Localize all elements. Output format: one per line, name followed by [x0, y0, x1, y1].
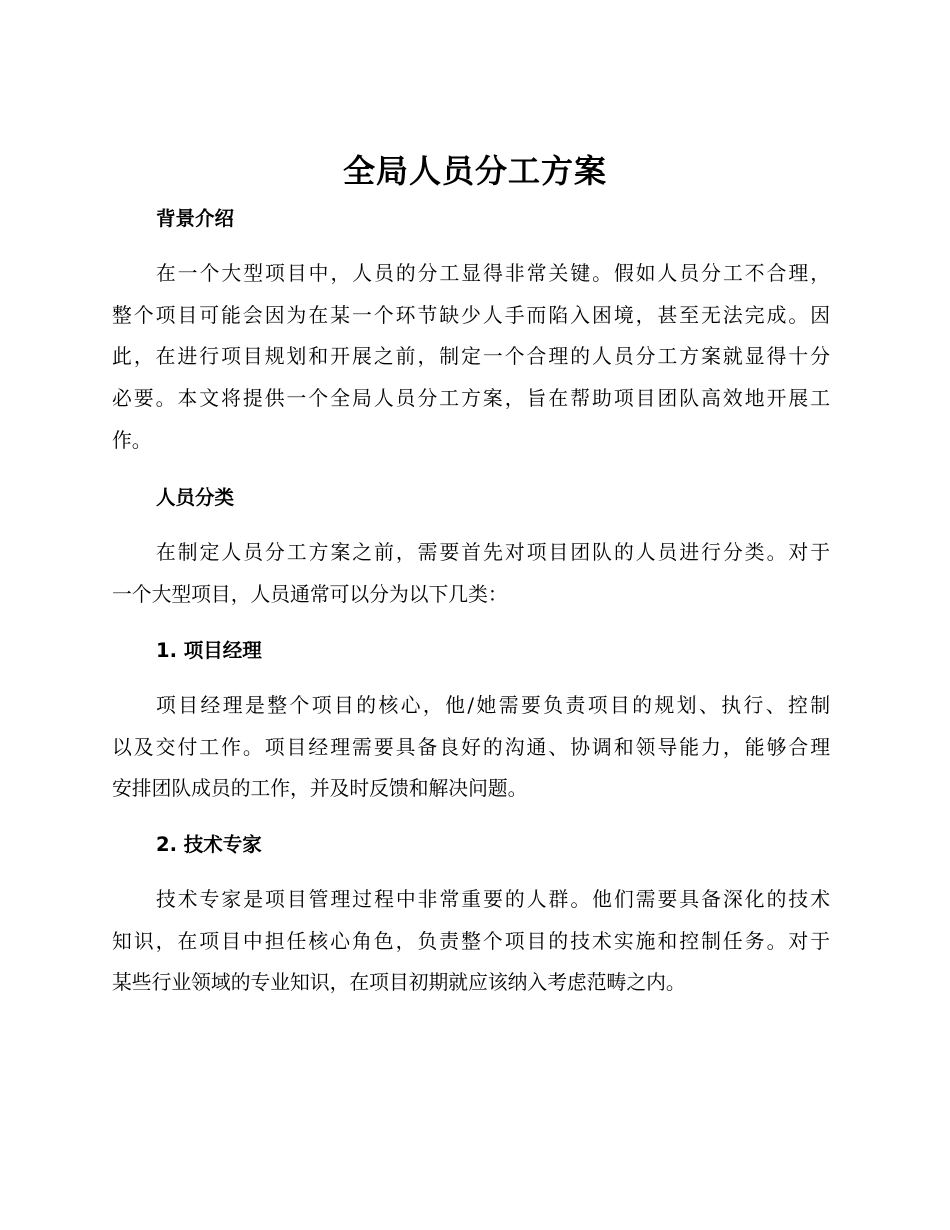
paragraph-background: [112, 253, 830, 461]
section-heading-technical-expert: 2. 技术专家: [156, 833, 262, 856]
section-heading-project-manager: 1. 项目经理: [156, 639, 262, 662]
paragraph-line: 项目经理是整个项目的核心，他/她需要负责项目的规划、执行、控制: [156, 694, 830, 717]
paragraph-line: 必要。本文将提供一个全局人员分工方案，旨在帮助项目团队高效地开展工: [112, 387, 830, 411]
paragraph-line: 知识，在项目中担任核心角色，负责整个项目的技术实施和控制任务。对于: [112, 929, 830, 953]
paragraph-line: 某些行业领域的专业知识，在项目初期就应该纳入考虑范畴之内。: [112, 971, 686, 995]
paragraph-project-manager: [112, 685, 830, 810]
paragraph-line: 在制定人员分工方案之前，需要首先对项目团队的人员进行分类。对于: [156, 541, 830, 564]
paragraph-line: 整个项目可能会因为在某一个环节缺少人手而陷入困境，甚至无法完成。因: [112, 303, 830, 327]
paragraph-line: 安排团队成员的工作，并及时反馈和解决问题。: [112, 777, 528, 801]
paragraph-technical-expert: [112, 879, 830, 1004]
paragraph-line: 此，在进行项目规划和开展之前，制定一个合理的人员分工方案就显得十分: [112, 345, 830, 369]
paragraph-line: 以及交付工作。项目经理需要具备良好的沟通、协调和领导能力，能够合理: [112, 735, 830, 759]
section-heading-staff-categories: 人员分类: [156, 486, 235, 509]
paragraph-line: 在一个大型项目中，人员的分工显得非常关键。假如人员分工不合理，: [156, 262, 830, 285]
paragraph-staff-categories: [112, 532, 830, 615]
section-heading-background: 背景介绍: [156, 207, 235, 230]
paragraph-line: 技术专家是项目管理过程中非常重要的人群。他们需要具备深化的技术: [156, 888, 830, 911]
paragraph-line: 作。: [112, 428, 152, 452]
document-title: 全局人员分工方案: [342, 152, 607, 190]
paragraph-line: 一个大型项目，人员通常可以分为以下几类：: [112, 582, 508, 606]
